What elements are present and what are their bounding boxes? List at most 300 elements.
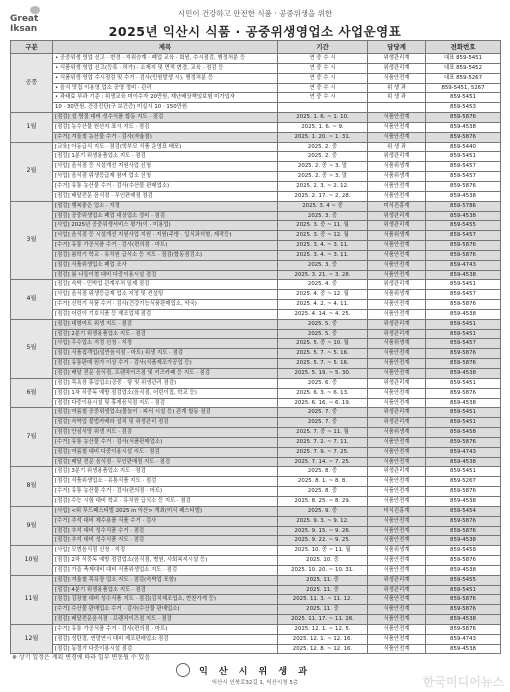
row-dept: 미식진흥계	[368, 506, 426, 516]
row-dept: 식품위생계	[368, 231, 426, 241]
row-period: 2025. 10. 중	[278, 556, 368, 566]
row-dept: 식품위생계	[368, 162, 426, 172]
table-row	[11, 565, 501, 575]
table-header-row	[11, 41, 501, 54]
row-title: [수거] 유통 농산물 수거 · 검사(식품판매업소)	[53, 437, 278, 447]
row-dept: 위생관리계	[368, 408, 426, 418]
row-dept: 식품안전계	[368, 359, 426, 369]
row-title: [점검] 행복좋은 업소 · 지정	[53, 201, 278, 211]
footer-org: 익 산 시 위 생 과	[199, 667, 311, 677]
row-tel: 859-4538	[426, 211, 501, 221]
row-period: 2025. 9. 3. ~ 9. 12.	[278, 516, 368, 526]
row-tel: 859-4538	[426, 191, 501, 201]
col-header-period: 기간	[278, 41, 368, 54]
row-tel: 859-5876	[426, 132, 501, 142]
row-period: 2025. 6. 16. ~ 6. 19.	[278, 398, 368, 408]
row-tel: 859-4538	[426, 309, 501, 319]
row-tel: 859-5451	[426, 93, 501, 103]
row-tel: 859-5876	[426, 516, 501, 526]
row-period	[278, 103, 368, 113]
table-row	[11, 132, 501, 142]
row-category: 9월	[11, 506, 53, 545]
table-row	[11, 231, 501, 241]
row-period: 2025. 5. 7. ~ 5. 16.	[278, 359, 368, 369]
table-row	[11, 536, 501, 546]
row-dept: 위 생 과	[368, 93, 426, 103]
row-period: 2025. 2. 중	[278, 152, 368, 162]
row-title: [점검] 식품접객업(일반음식점 · 마트) 위생 지도 · 점검	[53, 349, 278, 359]
row-period: 2025. 2. 중 ~ 3. 말	[278, 162, 368, 172]
row-title: [수거] 유통 가공식품 수거 · 검사(편의점 · 마트)	[53, 624, 278, 634]
table-row	[11, 546, 501, 556]
row-title: [사업] 우수업소 지정 신청 · 지정	[53, 339, 278, 349]
col-header-category: 구분	[11, 41, 53, 54]
table-row	[11, 221, 501, 231]
row-tel: 859-5451	[426, 280, 501, 290]
table-row	[11, 516, 501, 526]
row-period: 2025. 3. 중	[278, 211, 368, 221]
table-row	[11, 359, 501, 369]
row-title: [점검] 유통판매 원가 이상 수거 · 검사(식품제조가공업 등)	[53, 359, 278, 369]
row-title: [점검] 숙박 · 민박업 관계부처 일제 점검	[53, 280, 278, 290]
row-period: 2025. 2. 3. ~ 2. 12.	[278, 181, 368, 191]
row-period: 2025. 5. 중	[278, 319, 368, 329]
table-row	[11, 487, 501, 497]
row-dept: 식품안전계	[368, 241, 426, 251]
table-row	[11, 172, 501, 182]
row-category: 3월	[11, 201, 53, 280]
table-row	[11, 319, 501, 329]
table-row	[11, 73, 501, 83]
row-title: [점검] 배달전문 음식점 · 무인판매점 점검	[53, 191, 278, 201]
row-tel: 859-4743	[426, 447, 501, 457]
row-tel: 859-4743	[426, 260, 501, 270]
footer-address: 익산시 인북로32길 1, 익산시청 5층	[211, 680, 299, 686]
row-dept: 식품안전계	[368, 388, 426, 398]
row-tel: 859-4538	[426, 536, 501, 546]
row-dept	[368, 103, 426, 113]
row-dept: 식품안전계	[368, 270, 426, 280]
row-title: [점검] 2차 식중독 예방 점검업소(음식점, 병원, 사회복지시설 등)	[53, 556, 278, 566]
table-row	[11, 457, 501, 467]
table-row	[11, 349, 501, 359]
row-title: [점검] 동절기 다중이용시설 점검	[53, 644, 278, 654]
row-period: 2025. 8. 중	[278, 487, 368, 497]
row-tel: 859-5453	[426, 103, 501, 113]
row-period: 2025. 8. 25. ~ 8. 29.	[278, 496, 368, 506]
table-row	[11, 556, 501, 566]
row-title: [점검] 겨울철 목욕장 업소 지도 · 점검(숙박업 포함)	[53, 575, 278, 585]
row-title: [수거] 유통 가공식품 수거 · 검사(편의점 · 마트)	[53, 241, 278, 251]
row-tel: 859-5876	[426, 388, 501, 398]
row-category: 2월	[11, 142, 53, 201]
row-title: [사업] 음식점 위생등급제 참여 업소 신청	[53, 172, 278, 182]
row-tel: 859-4538	[426, 644, 501, 654]
table-row	[11, 309, 501, 319]
row-dept: 식품위생계	[368, 339, 426, 349]
row-tel: 859-5451	[426, 319, 501, 329]
row-dept: 위생관리계	[368, 378, 426, 388]
table-row	[11, 152, 501, 162]
row-tel: 859-5451	[426, 408, 501, 418]
row-title: [수거] 겨울철 농산물 수거 · 검사(자율점)	[53, 132, 278, 142]
row-tel: 859-5451	[426, 418, 501, 428]
table-row	[11, 83, 501, 93]
row-period: 연 중 수 시	[278, 83, 368, 93]
row-tel: 859-5454	[426, 506, 501, 516]
row-title: [사업] 음식점 위생등급제 업소 지정 및 컨설팅	[53, 290, 278, 300]
row-dept: 위 생 과	[368, 142, 426, 152]
row-period: 2025. 1. 6. ~ 9.	[278, 122, 368, 132]
row-title: [수거] 추석 대비 제수용품 식품 수거 · 검사	[53, 516, 278, 526]
row-period: 2025. 7. 2. ~ 7. 11.	[278, 437, 368, 447]
table-row	[11, 595, 501, 605]
row-title: [점검] 공중위생업소 폐업 대상업소 정비 · 점검	[53, 211, 278, 221]
row-tel: 859-4538	[426, 496, 501, 506]
row-tel: 859-5876	[426, 624, 501, 634]
row-tel: 859-5451, 5267	[426, 83, 501, 93]
row-title: [점검] 배달 전문 음식점 · 무인판매점 지도 · 점검	[53, 457, 278, 467]
row-dept: 식품안전계	[368, 605, 426, 615]
row-period: 2025. 9. 중	[278, 506, 368, 516]
row-period: 2025. 7. 14. ~ 7. 25.	[278, 457, 368, 467]
row-tel: 859-5458	[426, 546, 501, 556]
row-tel: 859-5451	[426, 378, 501, 388]
row-dept: 식품위생계	[368, 546, 426, 556]
row-dept: 미식진흥계	[368, 201, 426, 211]
row-tel: 859-5455	[426, 575, 501, 585]
row-title: [점검] 1분기 위생용품업소 지도 · 점검	[53, 152, 278, 162]
table-row	[11, 398, 501, 408]
row-title: • 식품위생 영업 신고(등록 · 허가) · 소재지 및 면적 변경, 교육 · 점검 등	[53, 63, 278, 73]
table-row	[11, 54, 501, 64]
row-title: [점검] 어린이 기호식품 등 제조업체 점검	[53, 309, 278, 319]
row-period: 2025. 5. 중	[278, 329, 368, 339]
table-row	[11, 181, 501, 191]
row-tel: 859-4538	[426, 615, 501, 625]
row-title: [사업] <위 푸드페스티벌 2025 in 익산> 개최(미식 페스티벌)	[53, 506, 278, 516]
row-title: [점검] 4분기 위생용품업소 지도 · 점검	[53, 585, 278, 595]
row-title: [수거] 유통 농산물 수거 · 검사(수산물 판매업소)	[53, 181, 278, 191]
row-title: • 식품위생 영업 수시점검 및 수거 · 검사(민원발생 시), 행정처분 등	[53, 73, 278, 83]
row-period: 2025. 1. 20. ~ 1. 31.	[278, 132, 368, 142]
table-row	[11, 615, 501, 625]
table-row	[11, 142, 501, 152]
row-tel: 859-5457	[426, 290, 501, 300]
row-period: 2025. 7. 중 ~ 11. 월	[278, 428, 368, 438]
row-dept: 식품안전계	[368, 447, 426, 457]
row-tel: 859-5457	[426, 231, 501, 241]
table-row	[11, 191, 501, 201]
row-tel: 859-4538	[426, 270, 501, 280]
row-dept: 식품안전계	[368, 457, 426, 467]
row-title: [수거] 신학기 식품 수거 · 검사(건강기능식품판매업소, 약국)	[53, 300, 278, 310]
row-title: [점검] 3분기 위생용품업소 지도 · 점검	[53, 467, 278, 477]
table-row	[11, 241, 501, 251]
row-dept: 식품안전계	[368, 556, 426, 566]
row-period: 2025. 4. 중 ~ 12. 월	[278, 290, 368, 300]
row-title: [점검] 식품위생업소 폐업 조사	[53, 260, 278, 270]
row-dept: 식품안전계	[368, 122, 426, 132]
row-dept: 식품안전계	[368, 644, 426, 654]
table-row	[11, 447, 501, 457]
row-title: [점검] 안심식당 위생 지도 · 점검	[53, 428, 278, 438]
row-tel: 대표 859-5451	[426, 54, 501, 64]
table-row	[11, 437, 501, 447]
row-dept: 위생관리계	[368, 467, 426, 477]
row-title: [사업] 음식점 등 시설개선 지원사업 지원 · 지원(주방 · 입식좌석형, 제작등)	[53, 231, 278, 241]
row-category: 11월	[11, 575, 53, 624]
logo-text: Great Iksan	[10, 14, 39, 34]
table-row	[11, 260, 501, 270]
row-title: [점검] 목욕장 휴업업소(공중 · 탕 및 위생관리 점검)	[53, 378, 278, 388]
row-category: 6월	[11, 378, 53, 408]
row-tel: 859-4538	[426, 122, 501, 132]
row-period: 2025. 3. 4. ~ 3. 11.	[278, 241, 368, 251]
row-dept: 위생관리계	[368, 585, 426, 595]
row-period: 2025. 1. 6. ~ 1. 10.	[278, 113, 368, 123]
row-tel: 859-4538	[426, 398, 501, 408]
row-dept: 식품안전계	[368, 349, 426, 359]
row-period: 2025. 7. 중	[278, 418, 368, 428]
table-row	[11, 290, 501, 300]
table-row	[11, 388, 501, 398]
row-title: [점검] 1차 식중독 예방 점검업소(음식점, 어린이집, 학교 등)	[53, 388, 278, 398]
page-subtitle: 시민이 건강하고 안전한 식품 · 공중위생을 위한	[177, 9, 333, 18]
row-dept: 식품안전계	[368, 191, 426, 201]
row-period: 2025. 8. 1. ~ 8. 8.	[278, 477, 368, 487]
row-title: [교육] 아동급식 지도 · 점검(학부모 식품 운영표 배포)	[53, 142, 278, 152]
row-category: 5월	[11, 319, 53, 378]
row-period: 2025. 2. 중 ~ 3. 말	[278, 172, 368, 182]
row-title: [사업] 2025년 공중위생서비스 평가(이 · 미용업)	[53, 221, 278, 231]
row-period: 2025. 9. 15. ~ 9. 26.	[278, 526, 368, 536]
row-category: 8월	[11, 467, 53, 506]
row-dept: 식품안전계	[368, 437, 426, 447]
row-category: 7월	[11, 408, 53, 467]
row-tel: 859-5458	[426, 428, 501, 438]
row-dept: 식품안전계	[368, 73, 426, 83]
row-title: [점검] 여름철 공중위생업소(물놀이 · 피서 시설 등) 관계 합동 점검	[53, 408, 278, 418]
row-category: 10월	[11, 546, 53, 576]
row-category: 1월	[11, 113, 53, 143]
row-tel: 대표 859-5267	[426, 73, 501, 83]
row-period: 2025. 12. 1. ~ 12. 16.	[278, 634, 368, 644]
row-period: 2025. 6. 중	[278, 378, 368, 388]
table-row	[11, 93, 501, 103]
table-row	[11, 408, 501, 418]
table-row	[11, 329, 501, 339]
row-category: 12월	[11, 624, 53, 654]
row-dept: 위생관리계	[368, 319, 426, 329]
table-row	[11, 477, 501, 487]
row-tel: 859-5876	[426, 241, 501, 251]
table-row	[11, 378, 501, 388]
row-tel: 859-5267	[426, 477, 501, 487]
row-period: 2025. 10. 20. ~ 10. 31.	[278, 565, 368, 575]
row-period: 연 중 수 시	[278, 93, 368, 103]
row-title: [점검] 수능 시험 대비 학교 · 유치원 급식소 등 지도 · 점검	[53, 496, 278, 506]
col-header-tel: 전화번호	[426, 41, 501, 54]
row-dept: 위생관리계	[368, 152, 426, 162]
table-row	[11, 280, 501, 290]
row-period: 2025. 6. 3. ~ 6. 13.	[278, 388, 368, 398]
row-dept: 식품안전계	[368, 487, 426, 497]
row-title: [점검] 설 명절 대비 성수식품 합동 지도 · 점검	[53, 113, 278, 123]
row-period: 연 중 수 시	[278, 63, 368, 73]
row-tel: 859-5876	[426, 437, 501, 447]
table-row	[11, 624, 501, 634]
row-period: 2025. 12. 8. ~ 12. 16.	[278, 644, 368, 654]
table-row	[11, 585, 501, 595]
row-tel: 859-5876	[426, 349, 501, 359]
row-period: 2025. 3. 21. ~ 3. 28.	[278, 270, 368, 280]
row-tel: 859-5451	[426, 585, 501, 595]
row-tel: 859-5876	[426, 605, 501, 615]
row-title: • 공중위생 영업 신고 · 변경 · 지위승계 · 폐업 교육 · 회원, 수시점검, 행정처분 등	[53, 54, 278, 64]
row-dept: 위생관리계	[368, 418, 426, 428]
footer-note: ※ 상기 일정은 계획 변경에 따라 일부 변동될 수 있음	[12, 654, 151, 661]
page-title: 2025년 익산시 식품 · 공중위생영업소 사업운영표	[108, 24, 402, 39]
row-period: 2025. 11. 중	[278, 585, 368, 595]
row-tel: 859-5451	[426, 152, 501, 162]
row-period: 2025. 9. 22. ~ 9. 25.	[278, 536, 368, 546]
table-row	[11, 113, 501, 123]
row-period: 2025. 12. 1. ~ 12. 5.	[278, 624, 368, 634]
table-row	[11, 270, 501, 280]
row-title: [점검] 봄학기 학교 · 유치원 급식소 등 지도 · 점검(합동점검소)	[53, 250, 278, 260]
row-title: [점검] 숙박업 불법카메라 설치 및 위생관리 점검	[53, 418, 278, 428]
row-title: [수거] 수산물 판매업소 수거 · 검사(수산물 판매업소)	[53, 605, 278, 615]
row-title: [수거] 유통 농산물 수거 · 검사(편의점 · 마트)	[53, 487, 278, 497]
table-row	[11, 103, 501, 113]
row-title: [점검] 2분기 위생용품업소 지도 · 점검	[53, 329, 278, 339]
row-tel: 859-5876	[426, 556, 501, 566]
row-period: 2025. 11. 중	[278, 605, 368, 615]
row-tel: 859-5451	[426, 467, 501, 477]
row-dept: 식품안전계	[368, 615, 426, 625]
row-dept: 식품안전계	[368, 309, 426, 319]
table-row	[11, 526, 501, 536]
table-row	[11, 63, 501, 73]
row-tel: 859-5457	[426, 172, 501, 182]
row-title: [사업] 음식점 등 시설개선 지원사업 신청	[53, 162, 278, 172]
row-period: 2025. 3. 중 ~ 11. 월	[278, 221, 368, 231]
row-title: • 음식 맛집 이용영 업소 공영 정비 · 관리	[53, 83, 278, 93]
row-title: [점검] 여름철 대비 다중이용시설 지도 · 점검	[53, 447, 278, 457]
row-dept: 식품안전계	[368, 624, 426, 634]
row-title: [점검] 배달전문음식점 · 프랜차이즈점 지도 · 점검	[53, 615, 278, 625]
row-tel: 859-5876	[426, 113, 501, 123]
table-row	[11, 122, 501, 132]
row-dept: 식품안전계	[368, 250, 426, 260]
row-period: 2025. 8. 중	[278, 467, 368, 477]
table-row	[11, 162, 501, 172]
table-row	[11, 634, 501, 644]
row-category: 공통	[11, 54, 53, 113]
table-row	[11, 467, 501, 477]
row-period: 연 중 수 시	[278, 54, 368, 64]
row-dept: 식품안전계	[368, 369, 426, 379]
row-dept: 식품안전계	[368, 526, 426, 536]
row-dept: 식품안전계	[368, 496, 426, 506]
table-row	[11, 575, 501, 585]
table-row	[11, 428, 501, 438]
row-title: [사업] 모범음식점 신청 · 지정	[53, 546, 278, 556]
row-dept: 식품위생계	[368, 428, 426, 438]
row-tel: 859-5876	[426, 595, 501, 605]
row-dept: 식품안전계	[368, 595, 426, 605]
row-period: 2025. 5. 19. ~ 5. 30.	[278, 369, 368, 379]
row-tel: 859-5876	[426, 487, 501, 497]
row-dept: 식품안전계	[368, 132, 426, 142]
row-dept: 식품안전계	[368, 477, 426, 487]
row-tel: 859-4538	[426, 565, 501, 575]
row-dept: 위생관리계	[368, 54, 426, 64]
row-tel: 859-5876	[426, 359, 501, 369]
row-dept: 식품안전계	[368, 181, 426, 191]
table-body	[11, 54, 501, 654]
row-dept: 위생관리계	[368, 329, 426, 339]
row-tel: 859-4743	[426, 634, 501, 644]
row-dept: 위생관리계	[368, 221, 426, 231]
row-period: 2025. 5. 중 ~ 10. 월	[278, 339, 368, 349]
row-period: 2025. 3. 4 ~ 중	[278, 201, 368, 211]
row-dept: 식품안전계	[368, 113, 426, 123]
table-row	[11, 339, 501, 349]
row-dept: 위 생 과	[368, 83, 426, 93]
row-title: [점검] 식품위생업소 · 유통식품 지도 · 점검	[53, 477, 278, 487]
row-title: 10 · 30만원, 건강진단(구 보건증) 미실시 10 · 150만원	[53, 103, 278, 113]
row-period: 2025. 4. 14. ~ 4. 25.	[278, 309, 368, 319]
row-title: [점검] 농수산물 원산지 표시 지도 · 점검	[53, 122, 278, 132]
table-row	[11, 201, 501, 211]
table-row	[11, 250, 501, 260]
row-tel: 859-5455	[426, 221, 501, 231]
row-period: 2025. 5. 7. ~ 5. 16.	[278, 349, 368, 359]
row-period: 2025. 3. 중	[278, 260, 368, 270]
row-dept: 식품위생계	[368, 172, 426, 182]
row-title: [점검] 추석 대비 성수식품 수거 · 점검	[53, 526, 278, 536]
row-dept: 위생관리계	[368, 63, 426, 73]
row-dept: 식품안전계	[368, 260, 426, 270]
row-dept: 위생관리계	[368, 211, 426, 221]
table-row	[11, 605, 501, 615]
row-dept: 식품안전계	[368, 634, 426, 644]
row-period: 연 중 수 시	[278, 73, 368, 83]
table-row	[11, 506, 501, 516]
row-category: 4월	[11, 280, 53, 319]
table-row	[11, 496, 501, 506]
table-row	[11, 418, 501, 428]
row-period: 2025. 2. 중	[278, 142, 368, 152]
row-dept: 식품위생계	[368, 290, 426, 300]
row-dept: 식품안전계	[368, 398, 426, 408]
row-tel: 859-5440	[426, 142, 501, 152]
row-title: [점검] 대형마트 위생 지도 · 점검	[53, 319, 278, 329]
row-tel: 대표 859-5452	[426, 63, 501, 73]
row-tel: 859-5876	[426, 250, 501, 260]
watermark: 한국미디어뉴스	[422, 675, 504, 689]
row-dept: 위생관리계	[368, 575, 426, 585]
row-period: 2025. 11. 중	[278, 575, 368, 585]
row-period: 2025. 4. 2. ~ 4. 11.	[278, 300, 368, 310]
row-dept: 식품안전계	[368, 300, 426, 310]
row-period: 2025. 7. 9. ~ 7. 25.	[278, 447, 368, 457]
schedule-table	[10, 40, 501, 654]
row-period: 2025. 10. 중 ~ 11. 월	[278, 546, 368, 556]
row-tel: 859-5457	[426, 339, 501, 349]
